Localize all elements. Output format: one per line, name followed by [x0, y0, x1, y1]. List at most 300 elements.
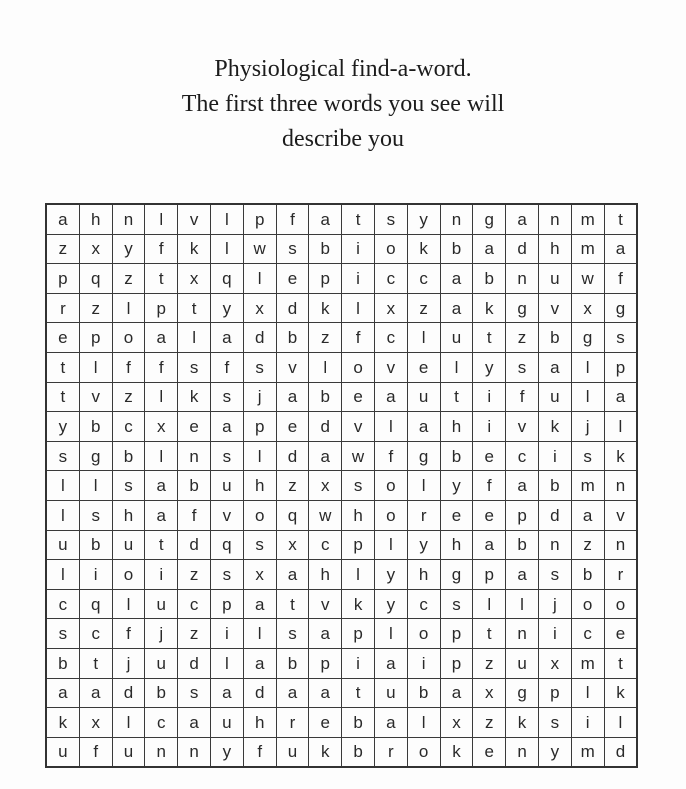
grid-cell: z [309, 323, 342, 353]
grid-cell: r [374, 737, 407, 767]
grid-cell: o [571, 589, 604, 619]
grid-row [46, 234, 637, 264]
grid-cell: v [604, 500, 637, 530]
grid-cell: y [374, 560, 407, 590]
grid-cell: l [571, 382, 604, 412]
grid-row [46, 560, 637, 590]
grid-cell: v [342, 412, 375, 442]
grid-cell: v [79, 382, 112, 412]
grid-cell: e [604, 619, 637, 649]
grid-row [46, 264, 637, 294]
grid-cell: n [440, 204, 473, 234]
grid-cell: f [79, 737, 112, 767]
grid-cell: s [571, 441, 604, 471]
grid-cell: z [178, 619, 211, 649]
grid-cell: c [79, 619, 112, 649]
grid-cell: z [506, 323, 539, 353]
grid-cell: i [571, 708, 604, 738]
grid-cell: l [210, 204, 243, 234]
grid-cell: l [571, 678, 604, 708]
grid-cell: t [604, 648, 637, 678]
grid-cell: l [407, 471, 440, 501]
grid-cell: x [243, 560, 276, 590]
grid-cell: p [440, 648, 473, 678]
grid-cell: s [538, 708, 571, 738]
grid-cell: l [374, 619, 407, 649]
grid-cell: s [243, 352, 276, 382]
grid-cell: a [309, 204, 342, 234]
grid-cell: k [506, 708, 539, 738]
grid-cell: x [571, 293, 604, 323]
grid-cell: d [276, 293, 309, 323]
grid-cell: p [243, 412, 276, 442]
grid-cell: d [243, 323, 276, 353]
title-line-2: The first three words you see will [181, 91, 505, 117]
grid-cell: l [145, 204, 178, 234]
grid-cell: y [210, 737, 243, 767]
grid-cell: a [210, 323, 243, 353]
grid-cell: t [473, 323, 506, 353]
grid-cell: j [571, 412, 604, 442]
grid-cell: n [604, 471, 637, 501]
grid-cell: o [407, 737, 440, 767]
grid-cell: a [506, 471, 539, 501]
grid-cell: a [506, 204, 539, 234]
grid-cell: o [342, 352, 375, 382]
grid-cell: x [473, 678, 506, 708]
grid-cell: a [506, 560, 539, 590]
grid-cell: e [46, 323, 79, 353]
grid-cell: h [538, 234, 571, 264]
grid-cell: n [604, 530, 637, 560]
grid-cell: f [342, 323, 375, 353]
grid-cell: p [145, 293, 178, 323]
grid-cell: z [112, 264, 145, 294]
grid-cell: l [407, 323, 440, 353]
grid-cell: v [178, 204, 211, 234]
grid-cell: e [342, 382, 375, 412]
grid-cell: y [407, 530, 440, 560]
grid-cell: t [342, 204, 375, 234]
grid-cell: p [309, 264, 342, 294]
grid-cell: f [374, 441, 407, 471]
grid-cell: k [178, 382, 211, 412]
grid-cell: a [46, 204, 79, 234]
grid-cell: g [506, 293, 539, 323]
grid-cell: u [145, 589, 178, 619]
grid-cell: f [112, 352, 145, 382]
grid-cell: a [243, 648, 276, 678]
grid-cell: p [79, 323, 112, 353]
grid-cell: c [178, 589, 211, 619]
grid-cell: k [407, 234, 440, 264]
grid-cell: l [46, 560, 79, 590]
grid-cell: p [210, 589, 243, 619]
grid-cell: y [440, 471, 473, 501]
grid-cell: s [506, 352, 539, 382]
grid-cell: i [79, 560, 112, 590]
grid-cell: f [473, 471, 506, 501]
grid-cell: a [440, 293, 473, 323]
grid-cell: k [604, 441, 637, 471]
grid-cell: e [473, 737, 506, 767]
grid-cell: z [46, 234, 79, 264]
grid-row [46, 412, 637, 442]
grid-cell: w [342, 441, 375, 471]
grid-cell: w [571, 264, 604, 294]
grid-cell: i [407, 648, 440, 678]
grid-cell: f [506, 382, 539, 412]
grid-cell: p [309, 648, 342, 678]
grid-cell: s [46, 619, 79, 649]
grid-cell: r [604, 560, 637, 590]
grid-cell: c [112, 412, 145, 442]
grid-cell: u [210, 471, 243, 501]
grid-cell: t [440, 382, 473, 412]
grid-cell: i [473, 412, 506, 442]
grid-cell: b [309, 382, 342, 412]
grid-cell: g [79, 441, 112, 471]
grid-cell: f [243, 737, 276, 767]
grid-cell: s [112, 471, 145, 501]
grid-cell: s [46, 441, 79, 471]
grid-cell: l [112, 293, 145, 323]
grid-cell: v [374, 352, 407, 382]
word-search-grid-container [45, 203, 651, 768]
grid-cell: h [407, 560, 440, 590]
grid-cell: p [342, 530, 375, 560]
grid-row [46, 708, 637, 738]
grid-cell: a [210, 412, 243, 442]
grid-cell: l [506, 589, 539, 619]
grid-cell: b [46, 648, 79, 678]
grid-cell: b [407, 678, 440, 708]
grid-cell: l [79, 471, 112, 501]
grid-cell: l [374, 412, 407, 442]
grid-cell: i [342, 234, 375, 264]
grid-cell: d [309, 412, 342, 442]
grid-cell: k [473, 293, 506, 323]
grid-cell: z [407, 293, 440, 323]
grid-cell: d [178, 530, 211, 560]
grid-cell: n [178, 441, 211, 471]
grid-cell: n [506, 737, 539, 767]
grid-cell: k [309, 293, 342, 323]
grid-cell: l [571, 352, 604, 382]
grid-cell: i [538, 441, 571, 471]
grid-cell: k [538, 412, 571, 442]
grid-row [46, 530, 637, 560]
grid-cell: r [46, 293, 79, 323]
grid-cell: e [178, 412, 211, 442]
grid-row [46, 352, 637, 382]
grid-cell: b [112, 441, 145, 471]
grid-cell: z [112, 382, 145, 412]
grid-cell: t [145, 530, 178, 560]
grid-cell: o [604, 589, 637, 619]
grid-cell: e [276, 412, 309, 442]
grid-cell: f [145, 234, 178, 264]
grid-cell: u [46, 737, 79, 767]
grid-cell: t [604, 204, 637, 234]
grid-cell: v [309, 589, 342, 619]
grid-cell: n [506, 264, 539, 294]
grid-cell: a [538, 352, 571, 382]
grid-cell: t [178, 293, 211, 323]
grid-cell: u [112, 737, 145, 767]
grid-cell: j [145, 619, 178, 649]
grid-row [46, 500, 637, 530]
grid-cell: u [145, 648, 178, 678]
grid-cell: s [178, 352, 211, 382]
grid-row [46, 293, 637, 323]
grid-cell: x [178, 264, 211, 294]
grid-cell: b [276, 648, 309, 678]
grid-cell: m [571, 234, 604, 264]
grid-cell: l [178, 323, 211, 353]
title-line-1: Physiological find-a-word. [214, 56, 472, 82]
grid-cell: e [473, 500, 506, 530]
grid-cell: w [309, 500, 342, 530]
grid-cell: x [79, 234, 112, 264]
grid-cell: h [342, 500, 375, 530]
grid-row [46, 678, 637, 708]
grid-cell: v [538, 293, 571, 323]
grid-cell: j [112, 648, 145, 678]
grid-cell: i [342, 264, 375, 294]
grid-cell: t [46, 352, 79, 382]
grid-cell: v [210, 500, 243, 530]
grid-cell: a [440, 678, 473, 708]
grid-cell: d [538, 500, 571, 530]
grid-cell: l [473, 589, 506, 619]
grid-cell: n [112, 204, 145, 234]
grid-cell: z [178, 560, 211, 590]
grid-cell: n [538, 530, 571, 560]
grid-cell: a [407, 412, 440, 442]
grid-cell: l [243, 441, 276, 471]
grid-cell: b [571, 560, 604, 590]
grid-cell: l [210, 234, 243, 264]
grid-cell: r [276, 708, 309, 738]
grid-cell: v [276, 352, 309, 382]
grid-cell: s [79, 500, 112, 530]
title-line-3: describe you [282, 126, 404, 152]
grid-cell: v [506, 412, 539, 442]
grid-cell: a [145, 500, 178, 530]
grid-cell: a [309, 678, 342, 708]
grid-cell: h [440, 530, 473, 560]
grid-cell: i [145, 560, 178, 590]
grid-cell: y [374, 589, 407, 619]
grid-cell: r [407, 500, 440, 530]
grid-cell: a [79, 678, 112, 708]
grid-cell: a [276, 560, 309, 590]
puzzle-title [0, 52, 686, 157]
grid-cell: b [506, 530, 539, 560]
grid-cell: a [46, 678, 79, 708]
grid-cell: l [46, 471, 79, 501]
grid-cell: p [473, 560, 506, 590]
grid-cell: g [506, 678, 539, 708]
grid-cell: q [276, 500, 309, 530]
grid-cell: c [374, 323, 407, 353]
grid-cell: y [112, 234, 145, 264]
grid-cell: q [210, 530, 243, 560]
grid-cell: a [571, 500, 604, 530]
grid-cell: a [309, 441, 342, 471]
grid-cell: s [210, 560, 243, 590]
grid-cell: a [210, 678, 243, 708]
grid-cell: l [309, 352, 342, 382]
grid-cell: f [210, 352, 243, 382]
grid-cell: s [276, 619, 309, 649]
grid-cell: h [309, 560, 342, 590]
grid-cell: c [407, 589, 440, 619]
grid-row [46, 619, 637, 649]
grid-cell: u [374, 678, 407, 708]
grid-cell: a [145, 471, 178, 501]
grid-cell: d [276, 441, 309, 471]
grid-cell: l [342, 293, 375, 323]
grid-cell: u [538, 264, 571, 294]
grid-cell: j [538, 589, 571, 619]
grid-cell: h [112, 500, 145, 530]
grid-cell: u [506, 648, 539, 678]
grid-cell: g [604, 293, 637, 323]
word-search-grid [45, 203, 638, 768]
grid-cell: s [538, 560, 571, 590]
grid-cell: h [243, 708, 276, 738]
grid-cell: a [145, 323, 178, 353]
grid-cell: d [112, 678, 145, 708]
grid-cell: l [112, 589, 145, 619]
grid-cell: l [46, 500, 79, 530]
grid-row [46, 737, 637, 767]
grid-cell: b [538, 471, 571, 501]
grid-cell: l [243, 619, 276, 649]
grid-cell: l [604, 708, 637, 738]
grid-cell: b [473, 264, 506, 294]
grid-cell: x [276, 530, 309, 560]
grid-cell: s [210, 382, 243, 412]
grid-cell: i [342, 648, 375, 678]
grid-cell: b [145, 678, 178, 708]
grid-cell: o [374, 471, 407, 501]
grid-cell: q [79, 264, 112, 294]
grid-cell: k [178, 234, 211, 264]
grid-cell: m [571, 737, 604, 767]
grid-cell: l [407, 708, 440, 738]
grid-cell: b [440, 234, 473, 264]
grid-cell: a [473, 234, 506, 264]
grid-cell: n [506, 619, 539, 649]
grid-cell: b [79, 412, 112, 442]
grid-cell: x [374, 293, 407, 323]
grid-cell: f [604, 264, 637, 294]
grid-cell: k [309, 737, 342, 767]
grid-cell: o [374, 500, 407, 530]
grid-cell: o [407, 619, 440, 649]
grid-cell: c [46, 589, 79, 619]
grid-cell: p [243, 204, 276, 234]
grid-cell: b [440, 441, 473, 471]
grid-cell: s [276, 234, 309, 264]
grid-cell: b [309, 234, 342, 264]
grid-cell: k [440, 737, 473, 767]
grid-cell: z [276, 471, 309, 501]
grid-row [46, 204, 637, 234]
grid-cell: i [473, 382, 506, 412]
grid-cell: z [473, 708, 506, 738]
grid-cell: n [178, 737, 211, 767]
grid-cell: a [276, 382, 309, 412]
grid-cell: z [571, 530, 604, 560]
grid-cell: s [604, 323, 637, 353]
grid-cell: b [538, 323, 571, 353]
grid-cell: n [538, 204, 571, 234]
grid-cell: c [571, 619, 604, 649]
grid-cell: j [243, 382, 276, 412]
grid-cell: l [374, 530, 407, 560]
grid-cell: d [506, 234, 539, 264]
grid-cell: c [145, 708, 178, 738]
grid-cell: b [342, 708, 375, 738]
grid-cell: f [145, 352, 178, 382]
grid-cell: o [112, 560, 145, 590]
grid-cell: x [145, 412, 178, 442]
grid-cell: e [473, 441, 506, 471]
grid-cell: s [178, 678, 211, 708]
grid-cell: u [276, 737, 309, 767]
grid-cell: i [210, 619, 243, 649]
grid-cell: a [374, 648, 407, 678]
grid-cell: c [374, 264, 407, 294]
grid-cell: q [79, 589, 112, 619]
grid-cell: t [79, 648, 112, 678]
grid-cell: m [571, 648, 604, 678]
grid-cell: n [145, 737, 178, 767]
grid-cell: y [46, 412, 79, 442]
grid-cell: h [243, 471, 276, 501]
grid-cell: l [112, 708, 145, 738]
grid-row [46, 589, 637, 619]
grid-cell: a [374, 708, 407, 738]
grid-cell: u [538, 382, 571, 412]
grid-cell: s [440, 589, 473, 619]
grid-cell: p [506, 500, 539, 530]
grid-cell: k [46, 708, 79, 738]
grid-row [46, 323, 637, 353]
grid-cell: e [440, 500, 473, 530]
grid-cell: a [604, 234, 637, 264]
grid-cell: t [342, 678, 375, 708]
grid-cell: x [243, 293, 276, 323]
grid-cell: e [276, 264, 309, 294]
grid-cell: p [538, 678, 571, 708]
grid-cell: h [440, 412, 473, 442]
grid-cell: l [145, 382, 178, 412]
grid-cell: o [112, 323, 145, 353]
grid-cell: t [46, 382, 79, 412]
grid-cell: i [538, 619, 571, 649]
grid-cell: x [538, 648, 571, 678]
grid-cell: u [407, 382, 440, 412]
grid-cell: k [604, 678, 637, 708]
grid-cell: b [342, 737, 375, 767]
grid-row [46, 471, 637, 501]
grid-cell: q [210, 264, 243, 294]
